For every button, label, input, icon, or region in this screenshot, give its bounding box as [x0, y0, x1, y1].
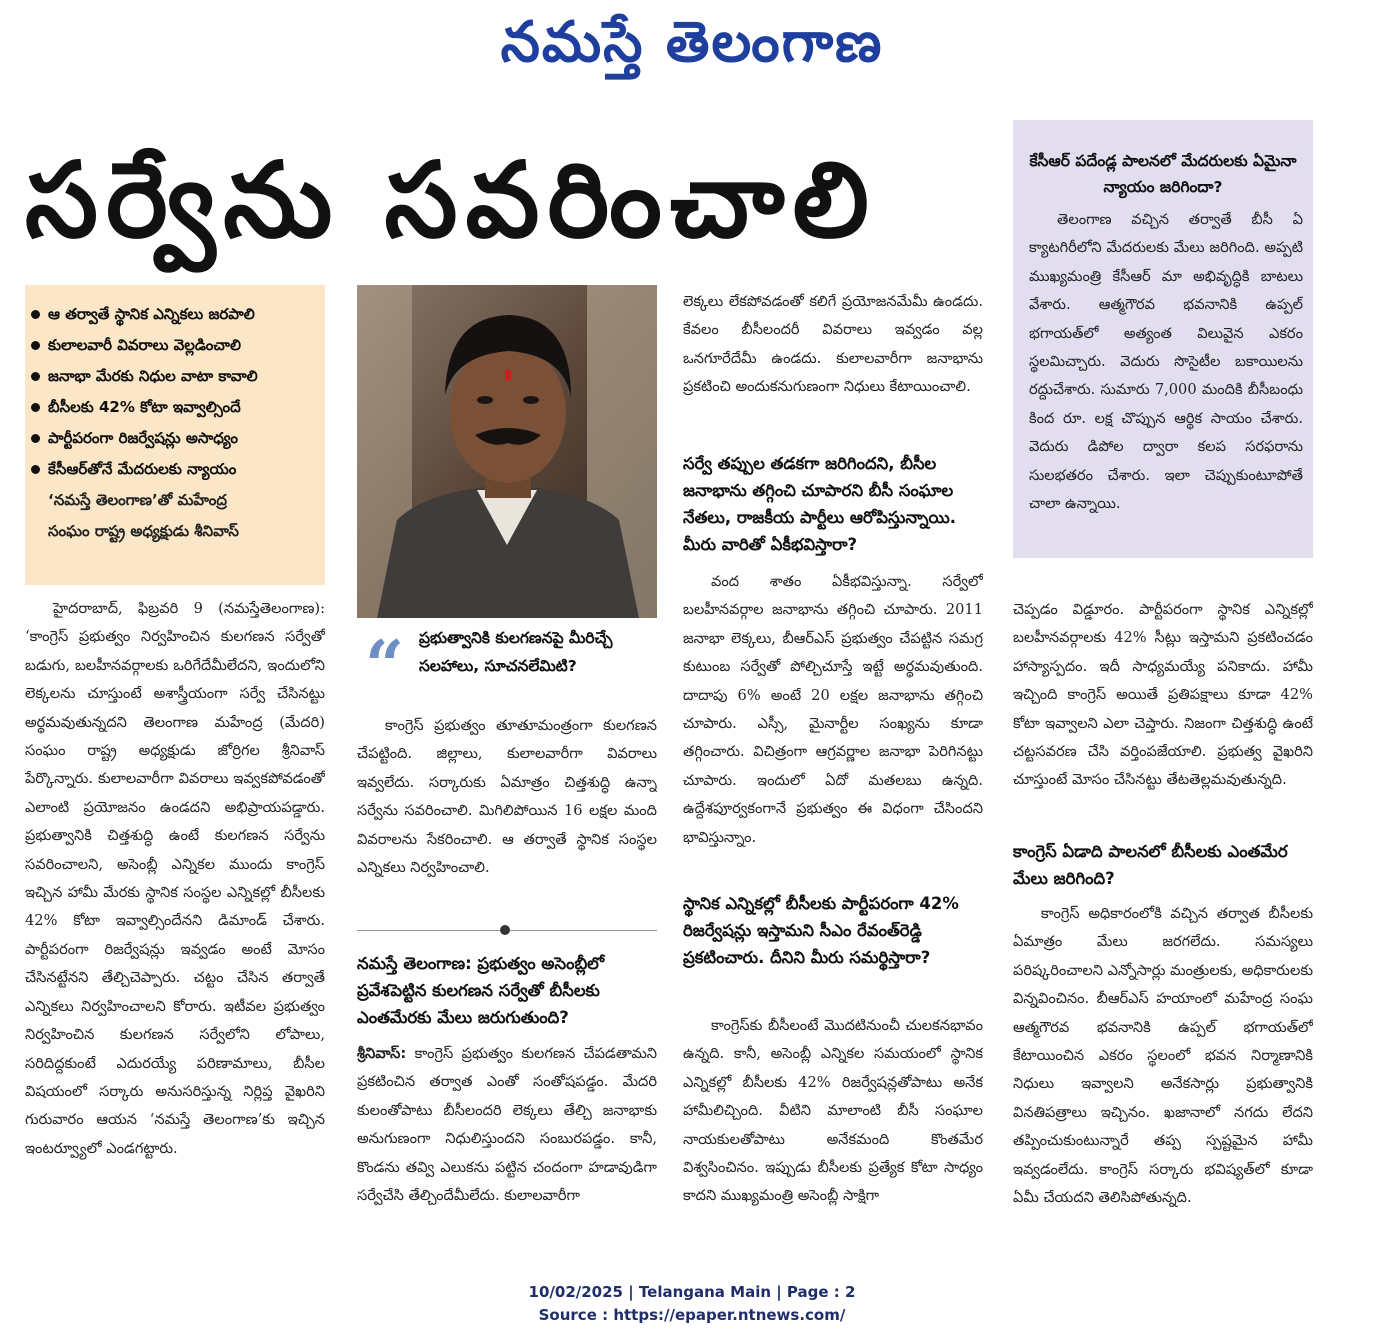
answer-text: కాంగ్రెస్ అధికారంలోకి వచ్చిన తర్వాత బీసీలకు ఏమాత్రం మేలు జరగలేదు. సమస్యలు పరిష్కరించాలని ఎన్నోసార్లు మంత్రులకు, అధికారులకు విన్నవించినం. బీఆర్‌ఎస్ హయాంలో మహేంద్ర సంఘ ఆత్మగౌరవ భవనానికి ఉప్పల్ భగాయత్‌లో కేటాయించిన ఎకరం స్థలంలో భవన నిర్మాణానికి నిధులు ఇవ్వాలని అనేకసార్లు ప్రభుత్వానికి వినతిపత్రాలు ఇచ్చినం. ఖజానాలో నగదు లేదని తప్పించుకుంటున్నారే తప్ప స్పష్టమైన హామీ ఇవ్వడంలేదు. కాంగ్రెస్ సర్కారు భవిష్యత్‌లో కూడా ఏమీ చేయదని తెలిసిపోతున్నది. [1013, 905, 1313, 1207]
section-divider [357, 930, 657, 931]
interviewee-photo [357, 285, 657, 618]
bullet-icon [31, 434, 40, 443]
highlight-credit-line: సంఘం రాష్ట్ర అధ్యక్షుడు శీనివాస్ [48, 522, 239, 540]
article-body-text: హైదరాబాద్, ఫిబ్రవరి 9 (నమస్తేతెలంగాణ): ‘కాంగ్రెస్ ప్రభుత్వం నిర్వహించిన కులగణన సర్వేతో బడుగు, బలహీనవర్గాలకు ఒరిగేదేమీలేదని, ఇందులోని లెక్కలను చూస్తుంటే అశాస్త్రీయంగా సర్వే చేసినట్టు అర్థమవుతున్నదని తెలంగాణ మహేంద్ర (మేదరి) సంఘం రాష్ట్ర అధ్యక్షుడు జోర్రిగల శ్రీనివాస్ పేర్కొన్నారు. కులాలవారీగా వివరాలు ఇవ్వకపోవడంతో ఎలాంటి ప్రయోజనం ఉండదని అభిప్రాయపడ్డారు. ప్రభుత్వానికి చిత్తశుద్ధి ఉంటే కులగణన సర్వేను సవరించాలని, అసెంబ్లీ ఎన్నికల ముందు కాంగ్రెస్ ఇచ్చిన హామీ మేరకు స్థానిక సంస్థల ఎన్నికల్లో బీసీలకు 42% కోటా ఇవ్వాల్సిందేనని డిమాండ్ చేశారు. పార్టీపరంగా రిజర్వేషన్లు ఇవ్వడం అంటే మోసం చేసినట్టేనని తేల్చిచెప్పారు. చట్టం చేసిన తర్వాతే ఎన్నికలు నిర్వహించాలని కోరారు. ఇటీవల ప్రభుత్వం నిర్వహించిన కులగణన సర్వేలోని లోపాలు, సరిదిద్దకుంటే ఎదురయ్యే పరిణామాలు, బీసీల విషయంలో సర్కారు అనుసరిస్తున్న నిర్లిప్త వైఖరిని గురువారం ఆయన ‘నమస్తే తెలంగాణ’కు ఇచ్చిన ఇంటర్వ్యూలో ఎండగట్టారు. [25, 600, 325, 1157]
article-column-3-bottom [683, 1012, 983, 1255]
article-column-2-bottom [357, 1040, 657, 1255]
sidebar-answer: తెలంగాణ వచ్చిన తర్వాతే బీసీ ఏ క్యాటగిరీలోని మేదరులకు మేలు జరిగింది. అప్పటి ముఖ్యమంత్రి కేసీఆర్ మా అభివృద్ధికి బాటలు వేశారు. ఆత్మగౌరవ భవనానికి ఉప్పల్ భగాయత్‌లో అత్యంత విలువైన ఎకరం స్థలమిచ్చారు. వెదురు సొసైటీల బకాయిలను రద్దుచేశారు. సుమారు 7,000 మందికి బీసీబంధు కింద రూ. లక్ష చొప్పున ఆర్థిక సాయం చేశారు. వెదురు డిపోల ద్వారా కలప సరఫరాను సులభతరం చేశారు. ఇలా చెప్పుకుంటూపోతే చాలా ఉన్నాయి. [1029, 211, 1303, 513]
sidebar-box [1013, 120, 1313, 558]
article-column-1 [25, 595, 325, 1255]
highlight-text: కులాలవారీ వివరాలు వెల్లడించాలి [48, 336, 241, 354]
portrait-illustration [357, 285, 657, 618]
highlight-text: బీసీలకు 42% కోటా ఇవ్వాల్సిందే [48, 398, 241, 416]
highlight-text: జనాభా మేరకు నిధుల వాటా కావాలి [48, 367, 258, 385]
question-heading: నమస్తే తెలంగాణ: ప్రభుత్వం అసెంబ్లీలో ప్రవేశపెట్టిన కులగణన సర్వేతో బీసీలకు ఎంతమేరకు మేలు జరుగుతుంది? [357, 954, 605, 1027]
highlight-item [31, 454, 325, 485]
question-heading: స్థానిక ఎన్నికల్లో బీసీలకు పార్టీపరంగా 42% రిజర్వేషన్లు ఇస్తామని సీఎం రేవంత్‌రెడ్డి ప్రకటించారు. దీనిని మీరు సమర్థిస్తారా? [683, 894, 959, 967]
pull-quote-text: ప్రభుత్వానికి కులగణనపై మీరిచ్చే సలహాలు, సూచనలేమిటి? [419, 629, 613, 675]
bullet-icon [31, 465, 40, 474]
sidebar-question: కేసీఆర్ పదేండ్ల పాలనలో మేదరులకు ఏమైనా న్యాయం జరిగిందా? [1029, 152, 1297, 196]
answer-label: శ్రీనివాస్: [357, 1045, 407, 1062]
answer-text: కాంగ్రెస్‌కు బీసీలంటే మొదటినుంచీ చులకనభావం ఉన్నది. కానీ, అసెంబ్లీ ఎన్నికల సమయంలో స్థానిక ఎన్నికల్లో బీసీలకు 42% రిజర్వేషన్లతోపాటు అనేక హామీలిచ్చింది. వీటిని మాలాంటి బీసీ సంఘాల నాయకులతోపాటు అనేకమంది కొంతమేర విశ్వసించినం. ఇప్పుడు బీసీలకు ప్రత్యేక కోటా సాధ్యం కాదని ముఖ్యమంత్రి అసెంబ్లీ సాక్షిగా [683, 1017, 983, 1205]
bullet-icon [31, 341, 40, 350]
article-column-4-top [1013, 596, 1313, 826]
pull-quote [357, 618, 657, 710]
answer-text: లెక్కలు లేకపోవడంతో కలిగే ప్రయోజనమేమీ ఉండదు. కేవలం బీసీలందరీ వివరాలు ఇవ్వడం వల్ల ఒనగూరేదేమీ ఉండదు. కులాలవారీగా జనాభాను ప్రకటించి అందుకనుగుణంగా నిధులు కేటాయించాలి. [683, 293, 983, 396]
question-heading: సర్వే తప్పుల తడకగా జరిగిందని, బీసీల జనాభాను తగ్గించి చూపారని బీసీ సంఘాల నేతలు, రాజకీయ పార్టీలు ఆరోపిస్తున్నాయి. మీరు వారితో ఏకీభవిస్తారా? [683, 454, 956, 554]
highlight-text: పార్టీపరంగా రిజర్వేషన్లు అసాధ్యం [48, 429, 238, 447]
bullet-icon [31, 403, 40, 412]
highlight-credit-line: ‘నమస్తే తెలంగాణ’తో మహేంద్ర [48, 491, 227, 509]
bullet-icon [31, 372, 40, 381]
highlights-box [25, 285, 325, 585]
highlight-item [31, 392, 325, 423]
answer-paragraph [357, 1040, 657, 1210]
answer-text: వంద శాతం ఏకీభవిస్తున్నా. సర్వేలో బలహీనవర్గాల జనాభాను తగ్గించి చూపారు. 2011 జనాభా లెక్కలు, బీఆర్‌ఎస్ ప్రభుత్వం చేపట్టిన సమగ్ర కుటుంబ సర్వేతో పోల్చిచూస్తే ఇట్టే అర్థమవుతుంది. దాదాపు 6% అంటే 20 లక్షల జనాభాను తగ్గించి చూపారు. ఎస్సీ, మైనార్టీల సంఖ్యను కూడా తగ్గించారు. విచిత్రంగా ఆగ్రవర్ణాల జనాభా పెరిగినట్టు చూపారు. ఇందులో ఏదో మతలబు ఉన్నది. ఉద్దేశపూర్వకంగానే ప్రభుత్వం ఈ విధంగా చేసిందని భావిస్తున్నాం. [683, 573, 983, 846]
bullet-icon [31, 310, 40, 319]
highlight-item [31, 361, 325, 392]
answer-text: చెప్పడం విడ్డూరం. పార్టీపరంగా స్థానిక ఎన్నికల్లో బలహీనవర్గాలకు 42% సీట్లు ఇస్తామని ప్రకటించడం హాస్యాస్పదం. ఇదీ సాధ్యమయ్యే పనికాదు. హామీ ఇచ్చింది కాంగ్రెస్ అయితే ప్రతిపక్షాలు కూడా 42% కోటా ఇవ్వాలని ఎలా చెప్తారు. నిజంగా చిత్తశుద్ధి ఉంటే చట్టసవరణ చేసి వర్తింపజేయాలి. ప్రభుత్వ వైఖరిని చూస్తుంటే మోసం చేసినట్టు తేటతెల్లమవుతున్నది. [1013, 601, 1313, 789]
article-column-3-middle [683, 568, 983, 878]
answer-text: కాంగ్రెస్ ప్రభుత్వం కులగణన చేపడతామని ప్రకటించిన తర్వాత ఎంతో సంతోషపడ్డం. మేదరి కులంతోపాటు బీసీలందరి లెక్కలు తేల్చి జనాభాకు అనుగుణంగా నిధులిస్తుందని సంబురపడ్డం. కానీ, కొండను తవ్వి ఎలుకను పట్టిన చందంగా హడావుడిగా సర్వేచేసి తేల్చిందేమీలేదు. కులాలవారీగా [357, 1045, 657, 1205]
quote-mark-icon: “ [365, 626, 405, 706]
highlight-item [31, 299, 325, 330]
article-column-3-top [683, 288, 983, 436]
divider-dot-icon [500, 925, 510, 935]
footer-edition-info: 10/02/2025 | Telangana Main | Page : 2 [528, 1283, 856, 1301]
footer-source-link[interactable]: Source : https://epaper.ntnews.com/ [538, 1306, 846, 1324]
highlight-text: కేసీఆర్‌తోనే మేదరులకు న్యాయం [48, 460, 237, 478]
masthead-logo: నమస్తే తెలంగాణ [500, 10, 884, 75]
headline: సర్వేను సవరించాలి [25, 138, 877, 261]
highlight-item [31, 330, 325, 361]
highlight-text: ఆ తర్వాతే స్థానిక ఎన్నికలు జరపాలి [48, 305, 255, 323]
highlight-item [31, 423, 325, 454]
question-heading: కాంగ్రెస్ ఏడాది పాలనలో బీసీలకు ఎంతమేర మేలు జరిగింది? [1013, 842, 1288, 888]
answer-text: కాంగ్రెస్ ప్రభుత్వం తూతూమంత్రంగా కులగణన చేపట్టింది. జిల్లాలు, కులాలవారీగా వివరాలు ఇవ్వలేదు. సర్కారుకు ఏమాత్రం చిత్తశుద్ధి ఉన్నా సర్వేను సవరించాలి. మిగిలిపోయిన 16 లక్షల మంది వివరాలను సేకరించాలి. ఆ తర్వాతే స్థానిక సంస్థల ఎన్నికలు నిర్వహించాలి. [357, 717, 657, 877]
article-column-2-top [357, 712, 657, 912]
article-column-4-bottom [1013, 900, 1313, 1255]
